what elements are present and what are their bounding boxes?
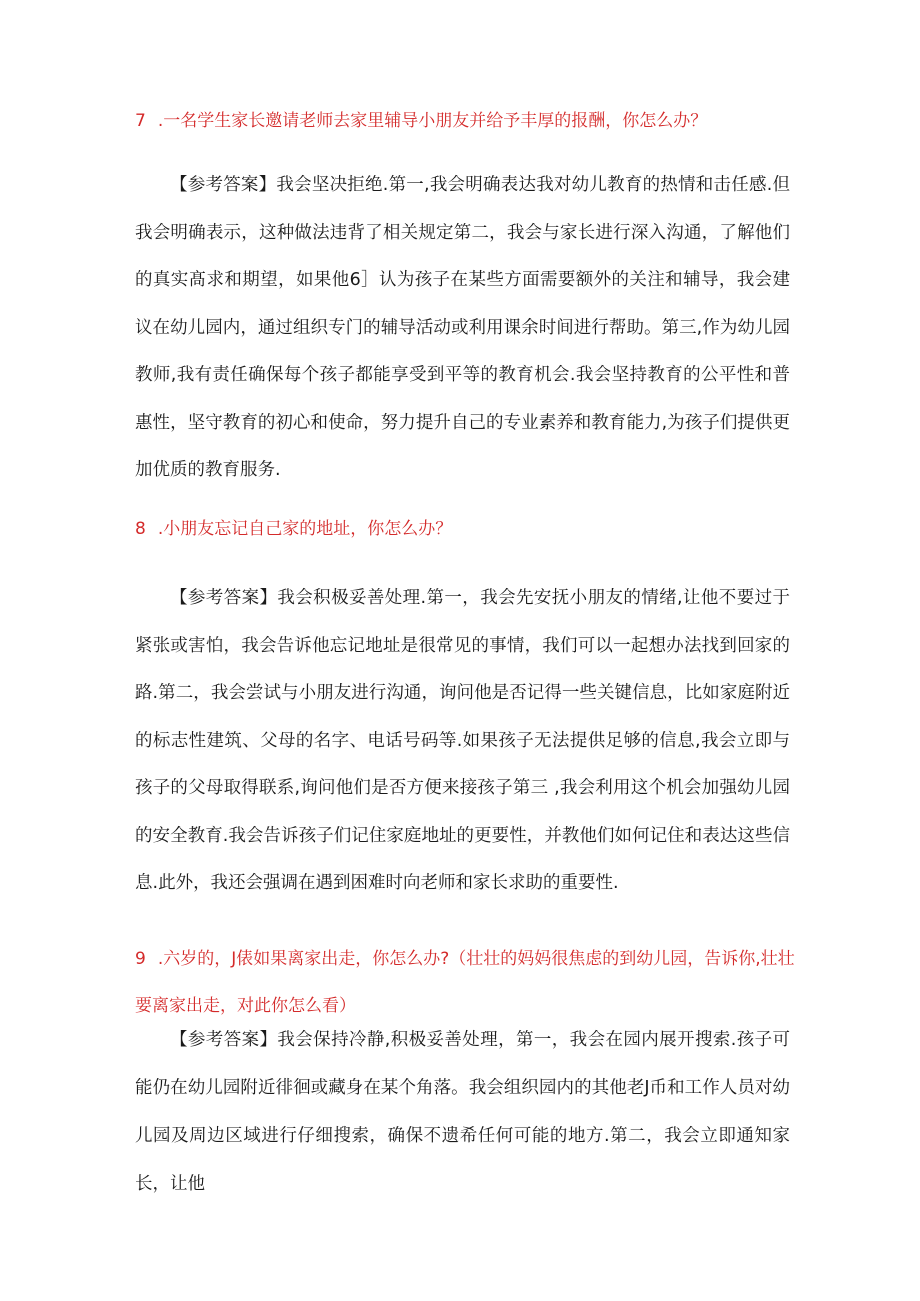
question-number: 8 [135, 519, 146, 539]
question-7 [135, 98, 795, 144]
answer-9: 【参考答案】我会保持冷静,积极妥善处理，第一，我会在园内展开搜索.孩子可能仍在幼儿园附近徘徊或藏身在某个角落。我会组织园内的其他老J币和工作人员对幼儿园及周边区域进行仔细搜索，确保不遗希任何可能的地方.第二，我会立即通知家长，让他 [135, 1030, 790, 1194]
answer-8: 【参考答案】我会积极妥善处理.第一，我会先安抚小朋友的情绪,让他不要过于紧张或害怕，我会告诉他忘记地址是很常见的事情，我们可以一起想办法找到回家的路.第二，我会尝试与小朋友进行沟通，询问他是否记得一些关键信息，比如家庭附近的标志性建筑、父母的名字、电话号码等.如果孩子无法提供足够的信息,我会立即与孩子的父母取得联系,询问他们是否方便来接孩子第三 ,我会利用这个机会加强幼儿园的安全教育.我会告诉孩子们记住家庭地址的更要性，并教他们如何记住和表达这些信息.此外，我还会强调在遇到困难时向老师和家长求助的重要性. [135, 588, 790, 893]
question-number: 9 [135, 949, 146, 969]
question-text: .一名学生家长邀请老师去家里辅导小朋友并给予丰厚的报酬，你怎么办？ [157, 111, 708, 131]
question-8 [135, 506, 795, 552]
question-text: .六岁的，J俵如果离家出走，你怎么办?（壮壮的妈妈很焦虑的到幼儿园，告诉你,壮壮要离家出走，对此你怎么看） [135, 949, 795, 1016]
question-text: .小朋友忘记自己家的地址，你怎么办？ [157, 519, 453, 539]
question-number: 7 [135, 111, 146, 131]
answer-7: 【参考答案】我会坚决拒绝.第一,我会明确表达我对幼儿教育的热情和击任感.但我会明确表示，这种做法违背了相关规定第二，我会与家长进行深入沟通，了解他们的真实髙求和期望，如果他6］认为孩子在某些方面需要额外的关注和辅导，我会建议在幼儿园内，通过组织专门的辅导活动或利用课余时间进行帮助。第三,作为幼儿园教师,我有责任确保每个孩子都能享受到平等的教育机会.我会坚持教育的公平性和普惠性，坚守教育的初心和使命，努力提升自己的专业素养和教育能力,为孩子们提供更加优质的教育服务. [135, 175, 790, 480]
